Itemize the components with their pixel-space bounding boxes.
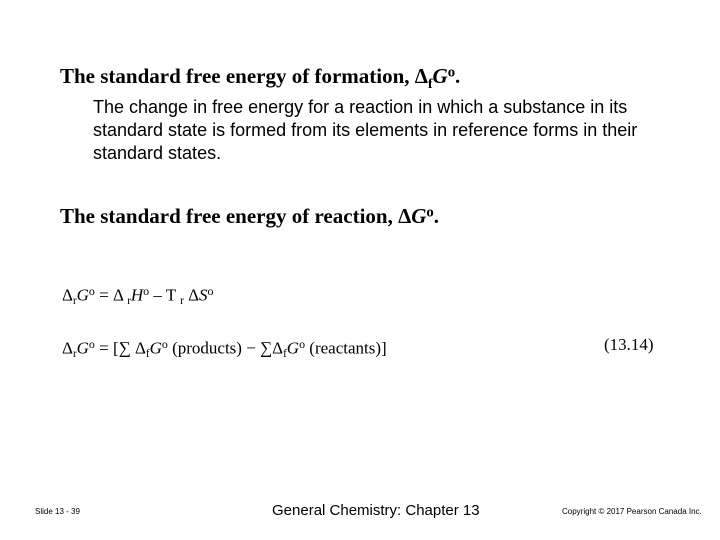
heading1-italic: G (432, 64, 448, 88)
eq1-o: o (88, 284, 95, 298)
eq2-G2: G (149, 338, 162, 358)
heading1-subscript: f (427, 75, 433, 91)
eq2-sum-products-start: = [∑ Δ (94, 338, 146, 358)
copyright: Copyright © 2017 Pearson Canada Inc. (562, 507, 702, 516)
eq2-G3: G (286, 338, 300, 358)
slide-number: Slide 13 - 39 (35, 507, 80, 516)
eq1-delta: Δ (62, 285, 73, 305)
equation-gibbs-relation (62, 284, 213, 307)
eq2-delta: Δ (62, 338, 73, 358)
eq2-sub-f2: f (283, 348, 287, 361)
heading2-italic: G (411, 204, 427, 228)
heading-standard-free-energy-of-formation (60, 64, 460, 92)
equation-reaction-free-energy (62, 337, 387, 360)
eq1-sub-r: r (72, 295, 77, 308)
eq1-H: H (130, 285, 144, 305)
eq2-o3: o (299, 337, 306, 351)
heading1-end: . (455, 64, 461, 88)
eq1-sub-r2: r (127, 295, 131, 308)
eq2-G: G (76, 338, 89, 358)
heading2-text: The standard free energy of reaction, Δ (60, 204, 412, 228)
equation-number: (13.14) (604, 335, 654, 354)
eq1-sub-r3: r (180, 295, 184, 308)
eq1-equals-delta: = Δ (94, 285, 128, 305)
eq1-minus-T: – T (149, 285, 181, 305)
eq1-o2: o (143, 284, 150, 298)
eq2-o: o (88, 337, 95, 351)
heading2-superscript: o (426, 204, 434, 221)
eq2-reactants: (reactants)] (305, 338, 387, 358)
eq1-o3: o (207, 284, 214, 298)
eq1-S: S (199, 285, 208, 305)
eq2-o2: o (161, 337, 168, 351)
eq1-G: G (76, 285, 89, 305)
heading2-end: . (433, 204, 440, 228)
heading-standard-free-energy-of-reaction (60, 204, 439, 229)
footer-title: General Chemistry: Chapter 13 (272, 502, 480, 519)
eq1-delta2: Δ (183, 285, 200, 305)
eq2-sub-r: r (72, 348, 77, 361)
heading1-superscript: o (447, 64, 456, 81)
heading1-text: The standard free energy of formation, Δ (60, 64, 428, 88)
eq2-products-minus: (products) − ∑Δ (167, 338, 284, 358)
definition-text: The change in free energy for a reaction in which a substance in its standard state is formed from its elements in reference forms in their standard states. (93, 97, 638, 163)
eq2-sub-f: f (145, 348, 150, 361)
